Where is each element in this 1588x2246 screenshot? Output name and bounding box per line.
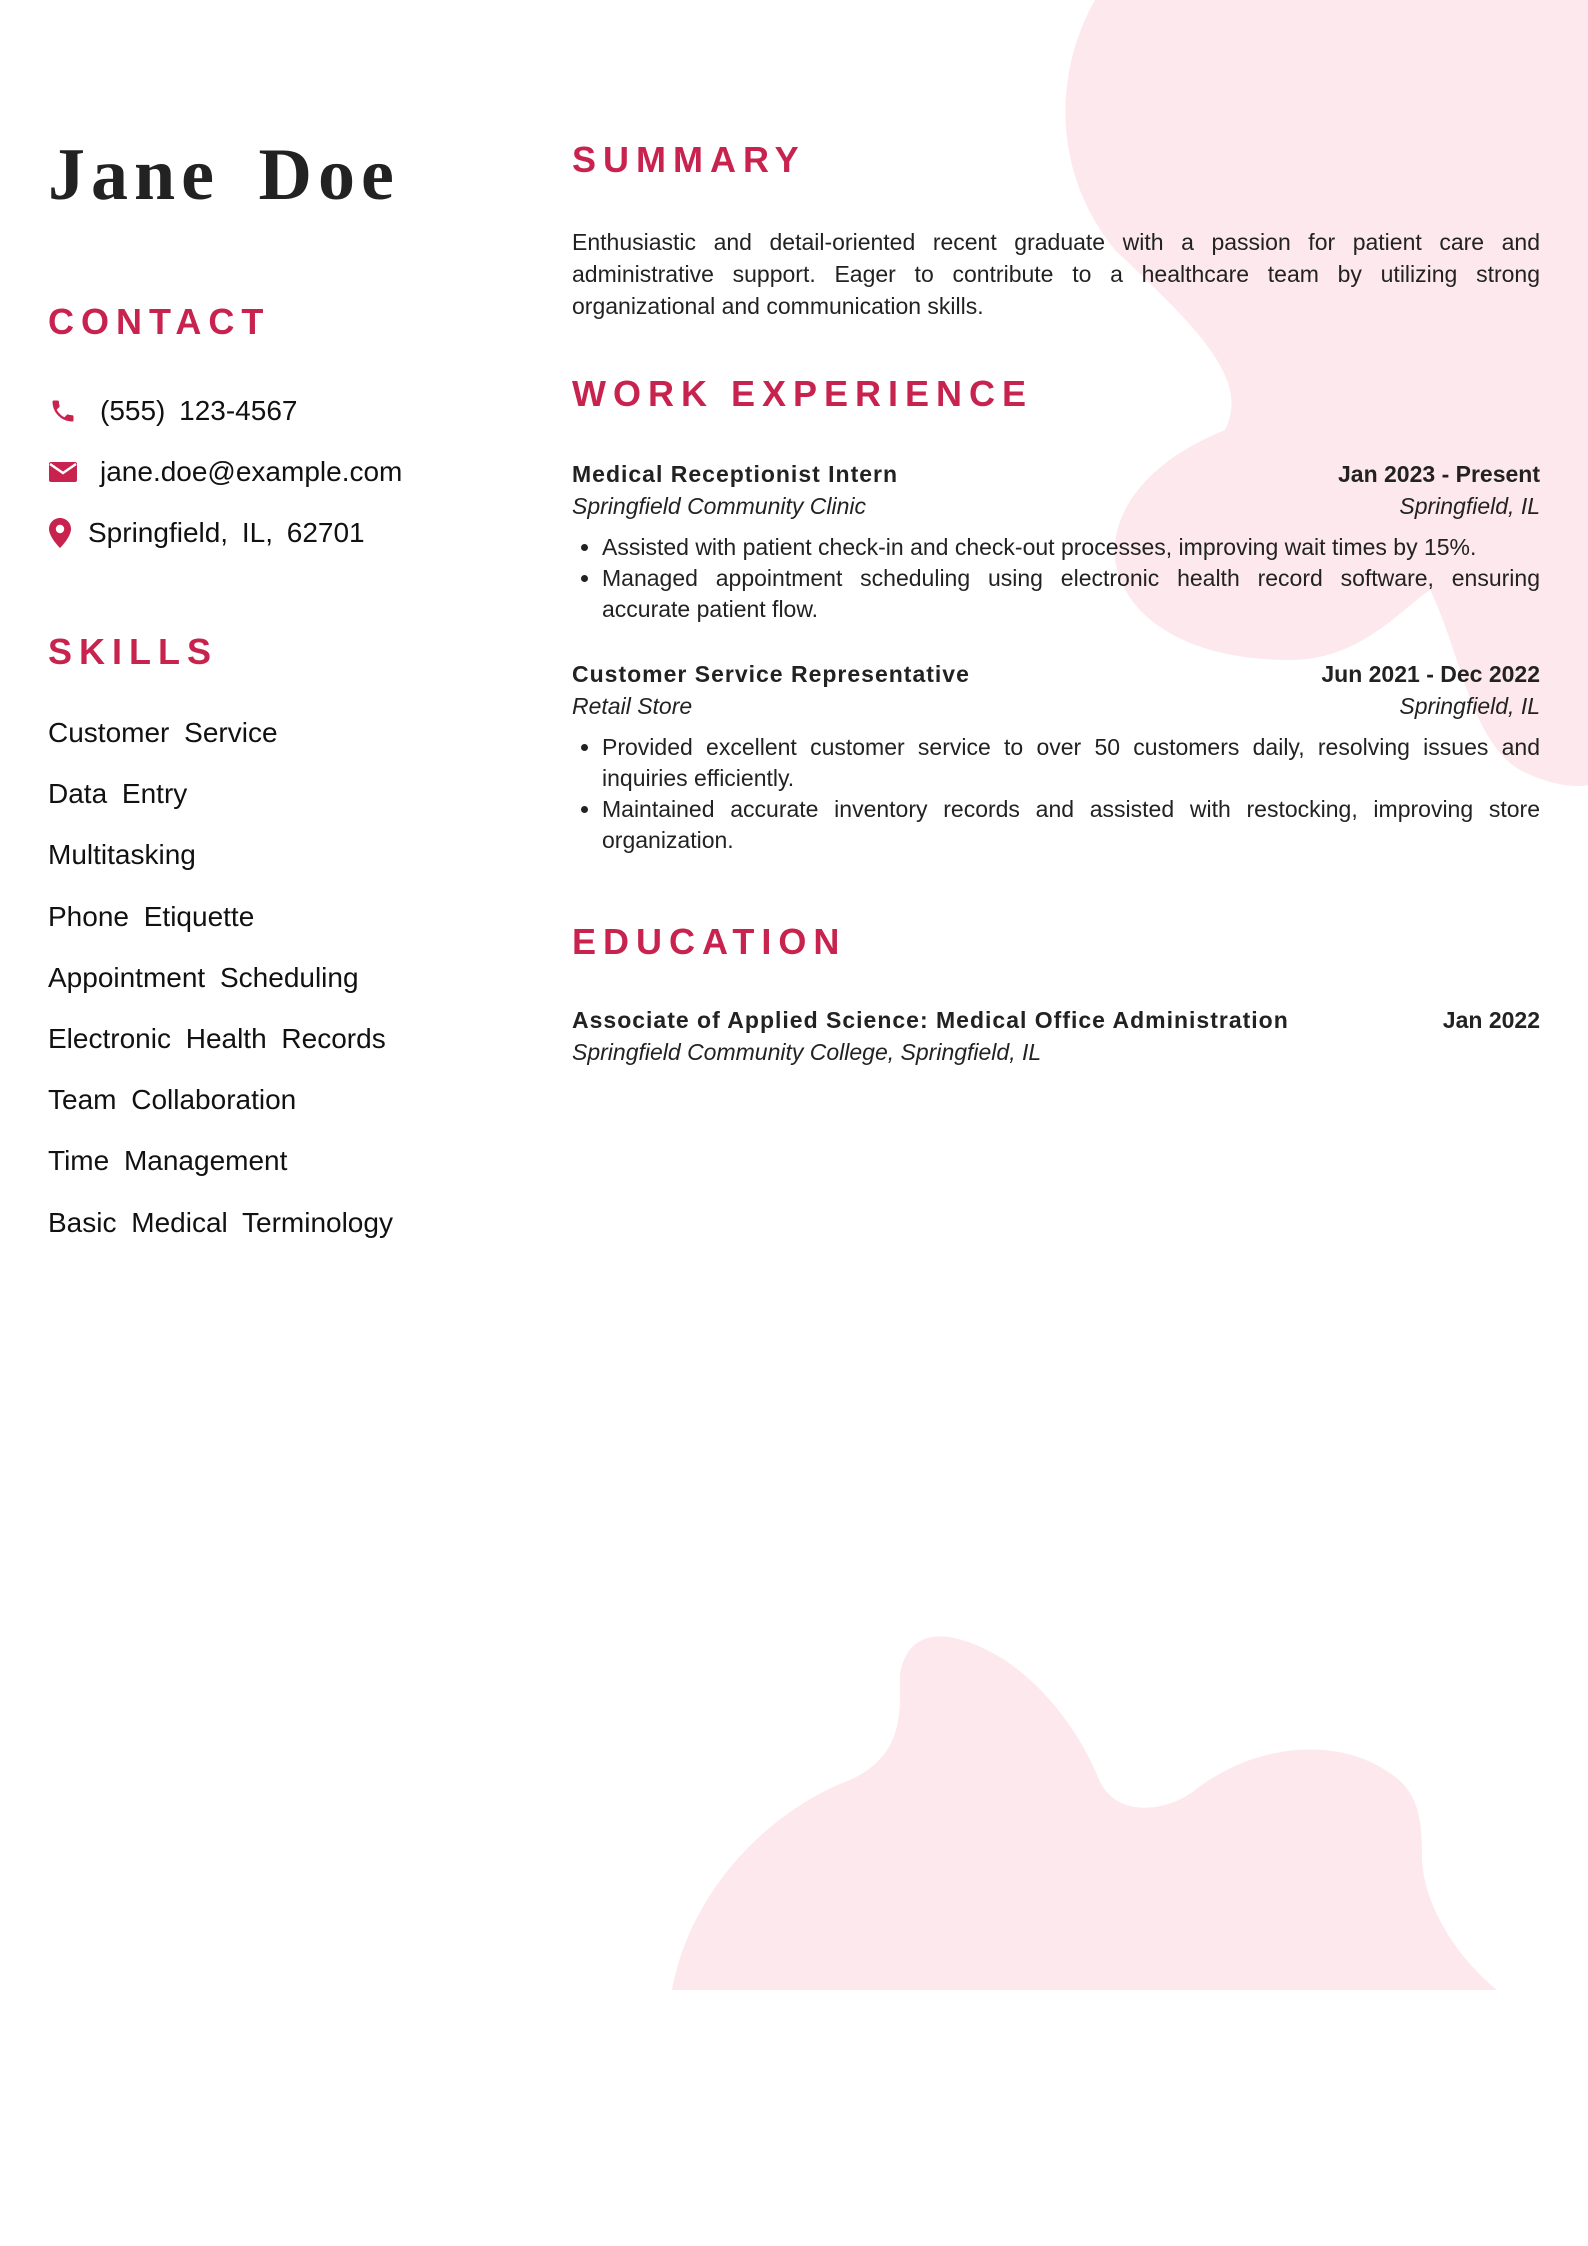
education-date: Jan 2022 <box>1442 1007 1540 1033</box>
job-entry <box>572 458 1540 625</box>
job-bullets <box>572 732 1540 856</box>
work-experience-heading: WORK EXPERIENCE <box>572 373 1034 414</box>
skill-item: Multitasking <box>48 839 196 871</box>
job-bullets <box>572 532 1540 625</box>
contact-email <box>48 441 402 502</box>
skills-heading: SKILLS <box>48 631 219 672</box>
skill-item: Data Entry <box>48 778 188 810</box>
education-entry <box>572 1004 1540 1068</box>
phone-icon <box>48 396 78 426</box>
skill-item: Electronic Health Records <box>48 1022 386 1054</box>
job-company: Retail Store <box>572 693 693 719</box>
contact-phone <box>48 380 402 441</box>
job-bullet: • Assisted with patient check-in and check-out processes, improving wait times by 15%. <box>602 532 1540 563</box>
job-title: Medical Receptionist Intern <box>572 461 899 487</box>
candidate-name: Jane Doe <box>48 134 400 216</box>
job-title: Customer Service Representative <box>572 661 970 687</box>
job-dates: Jun 2021 - Dec 2022 <box>1321 661 1540 687</box>
summary-text: Enthusiastic and detail-oriented recent graduate with a passion for patient care and administrative support. Eager to contribute to a healthcare team by utilizing strong organizational and communication skills. <box>572 229 1540 319</box>
job-location: Springfield, IL <box>1399 493 1540 519</box>
education-degree: Associate of Applied Science: Medical Office Administration <box>572 1007 1289 1033</box>
contact-email-text: jane.doe@example.com <box>100 455 403 487</box>
envelope-icon <box>48 457 78 487</box>
job-company: Springfield Community Clinic <box>572 493 866 519</box>
job-bullet: • Maintained accurate inventory records and assisted with restocking, improving store organization. <box>602 794 1540 856</box>
skill-item: Team Collaboration <box>48 1084 297 1116</box>
skills-list <box>48 708 393 1259</box>
map-pin-icon <box>48 518 72 548</box>
bottom-blob <box>672 1636 1497 1990</box>
contact-location <box>48 502 402 563</box>
skill-item: Appointment Scheduling <box>48 961 359 993</box>
contact-phone-text: (555) 123-4567 <box>100 394 298 426</box>
education-school: Springfield Community College, Springfield, IL <box>572 1039 1042 1065</box>
job-entry <box>572 658 1540 856</box>
job-location: Springfield, IL <box>1399 693 1540 719</box>
skill-item: Customer Service <box>48 717 278 748</box>
contact-location-text: Springfield, IL, 62701 <box>88 516 365 548</box>
contact-list <box>48 380 402 563</box>
skill-item: Phone Etiquette <box>48 900 255 932</box>
contact-heading: CONTACT <box>48 301 271 342</box>
education-heading: EDUCATION <box>572 921 847 962</box>
summary-heading: SUMMARY <box>572 139 806 180</box>
skill-item: Basic Medical Terminology <box>48 1206 393 1238</box>
skill-item: Time Management <box>48 1145 288 1177</box>
job-bullet: • Provided excellent customer service to over 50 customers daily, resolving issues and inquiries efficiently. <box>602 732 1540 794</box>
job-dates: Jan 2023 - Present <box>1337 461 1540 487</box>
job-bullet: • Managed appointment scheduling using electronic health record software, ensuring accurate patient flow. <box>602 563 1540 625</box>
